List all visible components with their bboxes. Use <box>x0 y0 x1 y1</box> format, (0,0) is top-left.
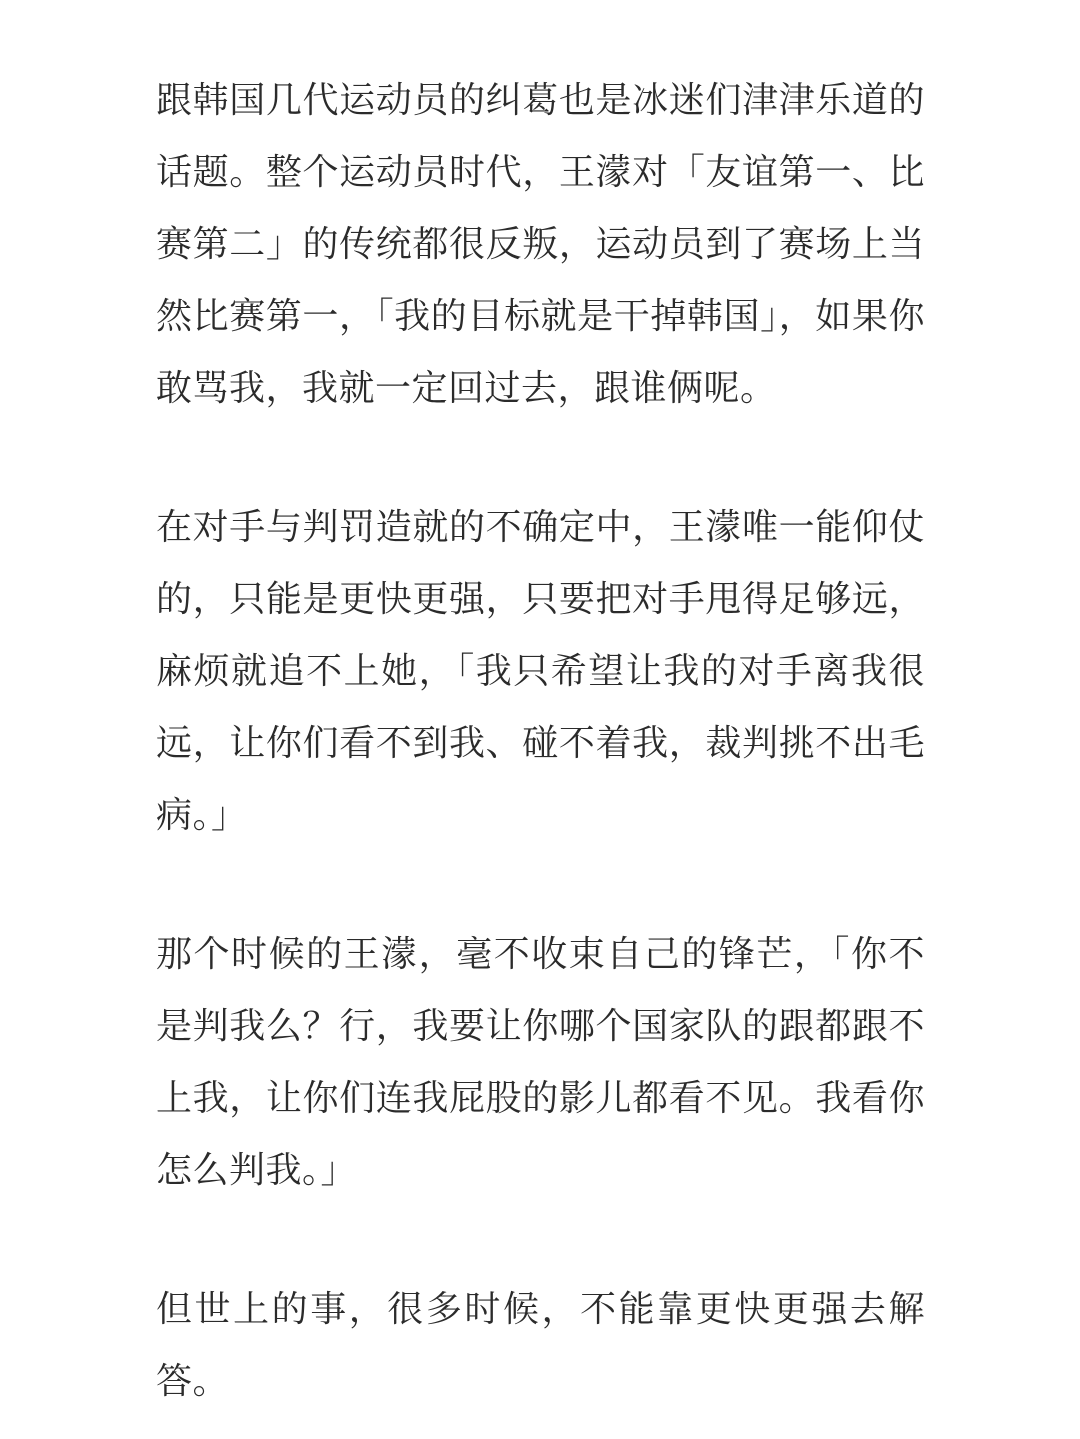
article-paragraph: 在对手与判罚造就的不确定中，王濛唯一能仰仗的，只能是更快更强，只要把对手甩得足够远，麻烦就追不上她，「我只希望让我的对手离我很远，让你们看不到我、碰不着我，裁判挑不出毛病。」 <box>156 506 925 835</box>
article-paragraph: 但世上的事，很多时候，不能靠更快更强去解答。 <box>156 1288 925 1401</box>
article-paragraph: 跟韩国几代运动员的纠葛也是冰迷们津津乐道的话题。整个运动员时代，王濛对「友谊第一、比赛第二」的传统都很反叛，运动员到了赛场上当然比赛第一，「我的目标就是干掉韩国」，如果你敢骂我，我就一定回过去，跟谁俩呢。 <box>156 79 925 408</box>
article-paragraph: 那个时候的王濛，毫不收束自己的锋芒，「你不是判我么？行，我要让你哪个国家队的跟都跟不上我，让你们连我屁股的影儿都看不见。我看你怎么判我。」 <box>156 933 925 1190</box>
